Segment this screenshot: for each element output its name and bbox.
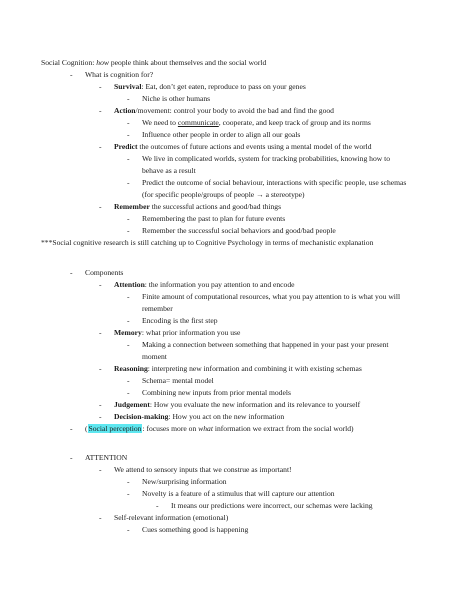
dash-bullet: - [99,465,102,474]
dash-bullet: - [127,118,130,127]
predict-sub1-a: We live in complicated worlds, system for tracking probabilities, knowing how to [142,154,391,163]
predict-term: Predict [114,142,138,151]
attention-sub1-b: remember [142,304,173,313]
remember-sub2: Remember the successful social behaviors and good/bad people [142,226,336,235]
attention-text: : the information you pay attention to and encode [144,280,295,289]
survival-term: Survival [114,82,142,91]
predict-line [114,142,372,153]
influence-line: Influence other people in order to align all our goals [142,130,301,139]
dash-bullet: - [127,340,130,349]
dash-bullet: - [99,328,102,337]
question-line: What is cognition for? [85,70,154,79]
judgement-line [114,400,360,411]
self-relevant-line: Self-relevant information (emotional) [114,513,229,522]
predict-sub2-b: (for specific people/groups of people → a stereotype) [142,190,305,199]
decision-text: : How you act on the new information [168,412,285,421]
dash-bullet: - [127,130,130,139]
attention-heading: ATTENTION [85,453,128,462]
doc-title [41,58,266,69]
dash-bullet: - [127,178,130,187]
novelty-line: Novelty is a feature of a stimulus that will capture our attention [142,489,335,498]
cues-line: Cues something good is happening [142,525,249,534]
survival-text: : Eat, don’t get eaten, reproduce to pass on your genes [141,82,306,91]
dash-bullet: - [70,424,73,433]
dash-bullet: - [99,202,102,211]
remember-sub1: Remembering the past to plan for future events [142,214,286,223]
predict-sub2-a: Predict the outcome of social behaviour, interactions with specific people, use schemas [142,178,407,187]
niche-line: Niche is other humans [142,94,211,103]
perception-mid: : focuses more on [142,424,199,433]
dash-bullet: - [99,280,102,289]
dash-bullet: - [156,501,159,510]
dash-bullet: - [99,106,102,115]
perception-open-paren: ( [85,424,88,433]
judgement-term: Judgement [114,400,150,409]
social-perception-line [85,424,354,435]
highlighted-term: Social perception [88,424,142,433]
action-text: /movement: control your body to avoid the bad and find the good [135,106,334,115]
predict-sub1-b: behave as a result [142,166,196,175]
dash-bullet: - [99,364,102,373]
reasoning-line [114,364,362,375]
judgement-text: : How you evaluate the new information and its relevance to yourself [149,400,361,409]
remember-term: Remember [114,202,150,211]
perception-post: information we extract from the social world) [212,424,354,433]
dash-bullet: - [70,70,73,79]
communicate-underlined: communicate [177,118,219,127]
dash-bullet: - [127,388,130,397]
sensory-inputs-line: We attend to sensory inputs that we construe as important! [114,465,292,474]
reasoning-sub1: Schema= mental model [142,376,214,385]
reasoning-term: Reasoning [114,364,148,373]
dash-bullet: - [127,316,130,325]
communicate-line [142,118,371,129]
decision-term: Decision-making [114,412,169,421]
predictions-line: It means our predictions were incorrect, our schemas were lacking [171,501,373,510]
communicate-post: , cooperate, and keep track of group and its norms [218,118,371,127]
dash-bullet: - [127,525,130,534]
reasoning-text: : interpreting new information and combining it with existing schemas [147,364,362,373]
perception-emphasis: what [198,424,213,433]
attention-line [114,280,295,291]
remember-text: the successful actions and good/bad things [149,202,282,211]
attention-sub2: Encoding is the first step [142,316,218,325]
memory-sub1-a: Making a connection between something that happened in your past your present [142,340,389,349]
remember-line [114,202,281,213]
dash-bullet: - [127,477,130,486]
dash-bullet: - [99,513,102,522]
reasoning-sub2: Combining new inputs from prior mental models [142,388,291,397]
dash-bullet: - [127,489,130,498]
dash-bullet: - [99,412,102,421]
memory-term: Memory [114,328,142,337]
title-suffix: people think about themselves and the social world [108,58,267,67]
memory-sub1-b: moment [142,352,167,361]
memory-text: : what prior information you use [141,328,241,337]
action-term: Action [114,106,136,115]
decision-line [114,412,284,423]
components-heading: Components [85,268,124,277]
attention-term: Attention [114,280,145,289]
dash-bullet: - [99,400,102,409]
predict-text: the outcomes of future actions and events using a mental model of the world [137,142,372,151]
dash-bullet: - [127,376,130,385]
attention-sub1-a: Finite amount of computational resources, what you pay attention to is what you will [142,292,401,301]
new-info-line: New/surprising information [142,477,227,486]
communicate-pre: We need to [142,118,178,127]
memory-line [114,328,240,339]
title-prefix: Social Cognition: [41,58,97,67]
research-note: ***Social cognitive research is still catching up to Cognitive Psychology in terms of mechanistic explanation [41,238,374,247]
survival-line [114,82,306,93]
title-emphasis: how [96,58,109,67]
dash-bullet: - [127,226,130,235]
dash-bullet: - [127,214,130,223]
dash-bullet: - [127,292,130,301]
action-line [114,106,334,117]
dash-bullet: - [70,453,73,462]
dash-bullet: - [99,82,102,91]
dash-bullet: - [70,268,73,277]
dash-bullet: - [127,154,130,163]
dash-bullet: - [99,142,102,151]
dash-bullet: - [127,94,130,103]
